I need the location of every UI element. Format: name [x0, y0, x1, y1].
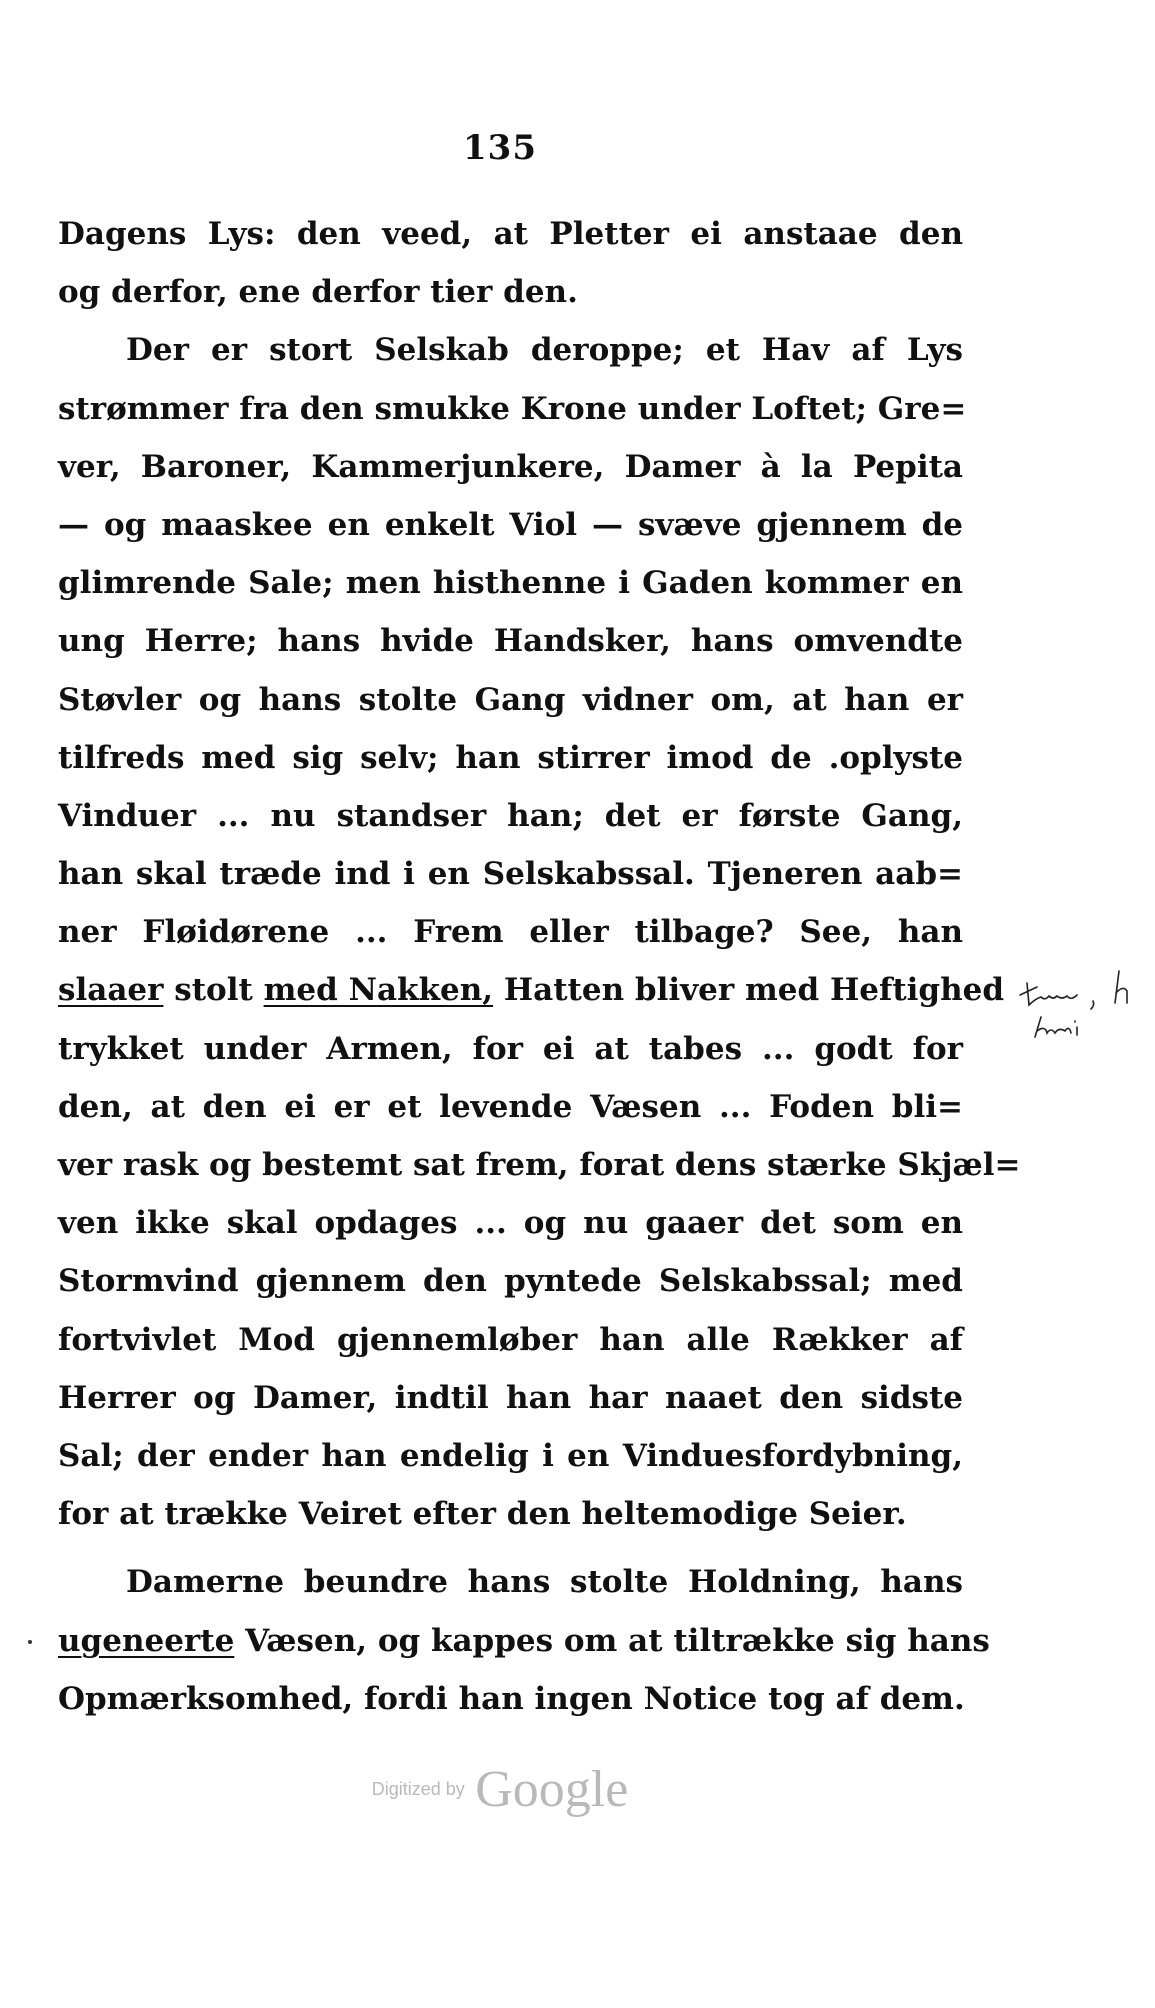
text-line: Der er stort Selskab deroppe; et Hav af Lys: [126, 332, 963, 369]
text-line: Opmærksomhed, fordi han ingen Notice tog af dem.: [58, 1680, 965, 1717]
text-line: Dagens Lys: den veed, at Pletter ei anstaae den: [58, 216, 963, 252]
text-line: han skal træde ind i en Selskabssal. Tjeneren aab=: [58, 856, 963, 893]
underlined-phrase: med Nakken,: [263, 972, 494, 1009]
text-line: Vinduer ... nu standser han; det er første Gang,: [58, 797, 963, 834]
text-line-underlined: [58, 961, 1005, 1019]
page-number: 135: [463, 128, 537, 168]
text-line: Damerne beundre hans stolte Holdning, hans: [126, 1564, 963, 1601]
underlined-word: slaaer: [58, 972, 164, 1009]
text-line: ner Fløidørene ... Frem eller tilbage? See, han: [58, 914, 963, 951]
text-line-underlined: [58, 1612, 990, 1670]
text-line: ven ikke skal opdages ... og nu gaaer det som en: [58, 1205, 963, 1242]
text-line: ung Herre; hans hvide Handsker, hans omvendte: [58, 623, 963, 660]
underlined-word: ugeneerte: [58, 1622, 235, 1659]
text-line: Herrer og Damer, indtil han har naaet den sidste: [58, 1379, 963, 1416]
digitized-label: Digitized by: [371, 1779, 465, 1799]
text-line: den, at den ei er et levende Væsen ... Foden bli=: [58, 1088, 963, 1125]
body-text: [58, 205, 1021, 1728]
text-line: tilfreds med sig selv; han stirrer imod de .oplyste: [58, 739, 963, 776]
text-span: Hatten bliver med Heftighed: [493, 972, 1005, 1009]
text-line: fortvivlet Mod gjennemløber han alle Rækker af: [58, 1321, 963, 1358]
google-logo: Google: [475, 1761, 629, 1818]
text-line: glimrende Sale; men histhenne i Gaden kommer en: [58, 565, 963, 602]
text-line: ver rask og bestemt sat frem, forat dens stærke Skjæl=: [58, 1147, 1021, 1183]
text-span: Væsen, og kappes om at tiltrække sig hans: [234, 1622, 990, 1659]
text-line: Sal; der ender han endelig i en Vinduesfordybning,: [58, 1437, 963, 1474]
text-line: Stormvind gjennem den pyntede Selskabssal; med: [58, 1263, 963, 1300]
text-line: og derfor, ene derfor tier den.: [58, 274, 578, 311]
text-line: ver, Baroner, Kammerjunkere, Damer à la Pepita: [58, 448, 963, 485]
text-line: for at trække Veiret efter den heltemodige Seier.: [58, 1496, 907, 1533]
text-line: trykket under Armen, for ei at tabes ... godt for: [58, 1030, 963, 1067]
text-line: — og maaskee en enkelt Viol — svæve gjennem de: [58, 506, 963, 543]
text-line: strømmer fra den smukke Krone under Loftet; Gre=: [58, 390, 967, 427]
handwritten-margin-note: [1015, 965, 1145, 1075]
text-span: stolt: [163, 972, 264, 1009]
digitization-watermark: [0, 1760, 1000, 1819]
stray-mark: [28, 1640, 32, 1644]
text-line: Støvler og hans stolte Gang vidner om, at han er: [58, 681, 963, 718]
